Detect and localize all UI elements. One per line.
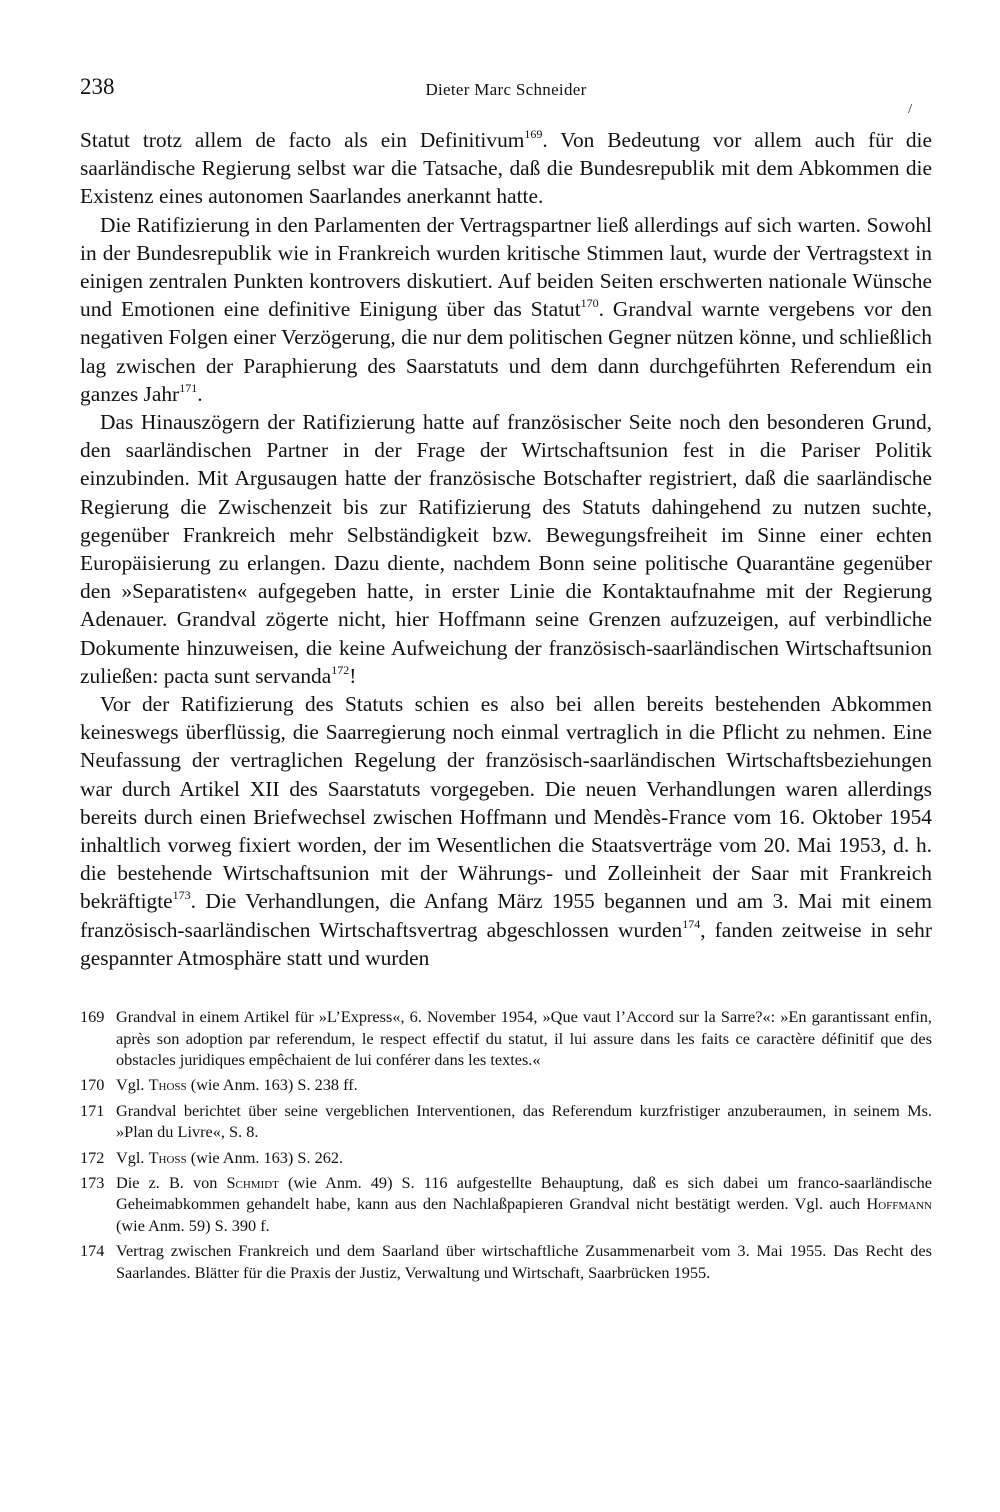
paragraph-text: Vor der Ratifizierung des Statuts schien es also bei allen bereits bestehenden Abkommen keineswegs überflüssig, die Saarregierung noch einmal vertraglich in die Pflicht zu nehmen. Eine Neufassung der vertraglichen Regelung der französisch-saarländischen Wirtschaftsbeziehungen war durch Artikel XII des Saarstatuts vorgegeben. Die neuen Verhandlungen waren allerdings bereits durch einen Briefwechsel zwischen Hoffmann und Mendès-France vom 16. Oktober 1954 inhaltlich vorweg fixiert worden, der im Wesentlichen die Staatsverträge vom 20. Mai 1953, d. h. die bestehende Wirtschaftsunion mit der Währungs- und Zolleinheit der Saar mit Frankreich bekräftigte xyxy=(80,692,932,914)
paragraph-text: Statut trotz allem de facto als ein Definitivum xyxy=(80,128,525,152)
page-header xyxy=(80,70,932,116)
paragraph xyxy=(80,126,932,211)
paragraph xyxy=(80,690,932,972)
footnote-ref: 170 xyxy=(580,296,599,311)
footnote-number: 174 xyxy=(80,1241,105,1261)
paragraph-text: . xyxy=(197,381,203,406)
paragraph-text: . Die Verhandlungen, die Anfang März 1955 begannen und am 3. Mai mit einem französisch-saarländischen Wirtschaftsvertrag abgeschlossen wurden xyxy=(80,889,932,942)
footnote xyxy=(80,1172,932,1236)
footnote-number: 170 xyxy=(80,1075,105,1095)
footnote-number: 169 xyxy=(80,1007,105,1027)
running-head: Dieter Marc Schneider xyxy=(425,80,587,99)
footnote-text: Grandval berichtet über seine vergeblichen Interventionen, das Referendum kurzfristiger anzuberaumen, in seinem Ms. »Plan du Livre«, S. 8. xyxy=(116,1100,932,1142)
footnote-text: Vgl. xyxy=(116,1075,149,1095)
footnote-ref: 173 xyxy=(172,888,191,903)
footnote-number: 173 xyxy=(80,1172,105,1192)
author-name: Thoss xyxy=(148,1075,187,1095)
footnote-ref: 174 xyxy=(682,916,701,931)
footnote-number: 172 xyxy=(80,1147,105,1167)
footnote-number: 171 xyxy=(80,1100,105,1120)
footnote-text: Grandval in einem Artikel für »L’Express«, 6. November 1954, »Que vaut l’Accord sur la Sarre?«: »En garantissant enfin, après son adoption par referendum, le respect effectif du statut, il lui assure dans les faits ce caractère définitif que des obstacles juridiques empêchaient de lui conférer dans les textes.« xyxy=(116,1007,932,1069)
paragraph-text: , fanden zeitweise in sehr gespannter Atmosphäre statt und wurden xyxy=(80,917,932,970)
paragraph-text: Das Hinauszögern der Ratifizierung hatte auf französischer Seite noch den besonderen Grund, den saarländischen Partner in der Frage der Wirtschaftsunion fest in die Pariser Politik einzubinden. Mit Argusaugen hatte der französische Botschafter registriert, daß die saarländische Regierung die Zwischenzeit bis zur Ratifizierung des Statuts dahingehend zu nutzen suchte, gegenüber Frankreich mehr Selbständigkeit bzw. Bewegungsfreiheit im Sinne einer echten Europäisierung zu erlangen. Dazu diente, nachdem Bonn seine politische Quarantäne gegenüber den »Separatisten« aufgegeben hatte, in erster Linie die Kontaktaufnahme mit der Regierung Adenauer. Grandval zögerte nicht, hier Hoffmann seine Grenzen aufzuzeigen, auf verbindliche Dokumente hinzuweisen, die keine Aufweichung der französisch-saarländischen Wirtschaftsunion zuließen: pacta sunt servanda xyxy=(80,410,932,688)
footnote-ref: 171 xyxy=(179,380,198,395)
footnote xyxy=(80,1074,932,1095)
footnote-ref: 172 xyxy=(331,662,350,677)
footnote-text: Die z. B. von xyxy=(116,1172,227,1192)
author-name: Hoffmann xyxy=(866,1194,932,1214)
author-name: Thoss xyxy=(148,1147,187,1167)
paragraph-text: . Grandval warnte vergebens vor den negativen Folgen einer Verzögerung, die nur dem politischen Gegner nützen könne, und schließlich lag zwischen der Paraphierung des Saarstatuts und dem dann durchgeführten Referendum ein ganzes Jahr xyxy=(80,297,932,406)
footnote-text: Vertrag zwischen Frankreich und dem Saarland über wirtschaftliche Zusammenarbeit vom 3. Mai 1955. Das Recht des Saarlandes. Blätter für die Praxis der Justiz, Verwaltung und Wirtschaft, Saarbrücken 1955. xyxy=(116,1241,932,1282)
footnote xyxy=(80,1100,932,1143)
paragraph xyxy=(80,408,932,690)
body-text xyxy=(80,126,932,972)
paragraph xyxy=(80,211,932,408)
footnote-text: (wie Anm. 59) S. 390 f. xyxy=(116,1215,270,1235)
footnote-text: Vgl. xyxy=(116,1147,149,1167)
document-page xyxy=(80,70,932,1287)
paragraph-text: . Von Bedeutung vor allem auch für die saarländische Regierung selbst war die Tatsache, daß die Bundesrepublik mit dem Abkommen die Existenz eines autonomen Saarlandes anerkannt hatte. xyxy=(80,128,932,209)
footnote-text: (wie Anm. 49) S. 116 aufgestellte Behauptung, daß es sich dabei um franco-saarländische Geheimabkommen gehandelt habe, kann aus den Nachlaßpapieren Grandval nicht bestätigt werden. Vgl. auch xyxy=(116,1172,932,1214)
footnote-ref: 169 xyxy=(524,127,543,141)
footnote-text: (wie Anm. 163) S. 262. xyxy=(186,1147,344,1167)
paragraph-text: Die Ratifizierung in den Parlamenten der Vertragspartner ließ allerdings auf sich warten. Sowohl in der Bundesrepublik wie in Frankreich wurden kritische Stimmen laut, wurde der Vertragstext in einigen zentralen Punkten kontrovers diskutiert. Auf beiden Seiten erschwerten nationale Wünsche und Emotionen eine definitive Einigung über das Statut xyxy=(80,212,932,322)
page-number: 238 xyxy=(80,74,115,99)
footnote xyxy=(80,1147,932,1168)
footnote-text: (wie Anm. 163) S. 238 ff. xyxy=(186,1075,358,1095)
footnote xyxy=(80,1006,932,1070)
footnotes xyxy=(80,1006,932,1283)
footnote xyxy=(80,1240,932,1283)
author-name: Schmidt xyxy=(226,1172,279,1192)
paragraph-text: ! xyxy=(349,663,357,688)
pen-mark: / xyxy=(908,102,912,117)
